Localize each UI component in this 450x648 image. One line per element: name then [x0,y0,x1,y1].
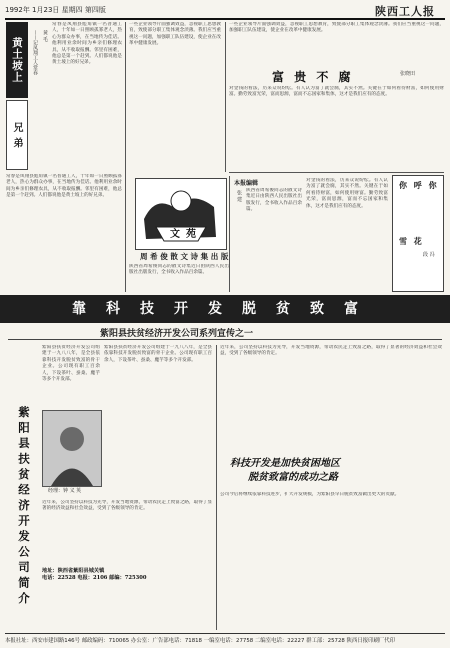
section-rule [229,172,444,173]
paper-name: 陕西工人报 [375,5,435,18]
poem-subtitle: 雪 花 [399,236,424,246]
mid-small-author: 张 建 [236,190,242,202]
column-divider [125,22,126,292]
feature-body-left: 紫阳县扶贫经济开发公司组建于一九八八年，是全县依靠科技开发脱贫致富的骨干企业。公司现有职工百余人，下设茶叶、蚕桑、魔芋等多个开发部。 [104,345,212,363]
book-release-body: 陕西省周希俊同志的散文诗集近日由陕西人民出版社出版发行，全书收入作品百余篇。 [129,264,229,276]
left-column-intro-head: ——记凤翔工人常春 [32,30,38,75]
book-release-headline: 周 希 俊 散 文 诗 集 出 版 [140,252,229,261]
feature-body-right: 公司今后将继续依靠科技进步，扩大开发规模，为紫阳县早日脱贫致富做出更大的贡献。 [220,492,400,497]
feature-body-mid: 近年来，公司坚持以科技为先导，开发当地资源，带动农民走上致富之路，取得了显著的经济效益和社会效益，受到了各级领导的肯定。 [220,345,442,357]
section-rule [8,339,442,340]
top-middle-body: 一些企业领导片面强调效益，忽视职工思想教育，致使部分职工集体观念淡薄。我们应当重视这一问题，加强职工队伍建设，使企业在改革中健康发展。 [129,22,221,47]
photo-caption: 经理：钟 义 英 [48,488,82,494]
feature-slogan [230,457,350,485]
left-column-body-top: 常春是凤翔县彪角镇一名普通工人，十年如一日照顾孤寡老人，热心为群众办事，在当地传为佳话。他利用业余时间为乡亲们修理农具，从不收取报酬。邻里有困难，他总是第一个赶到。人们都说他是黄土坡上的好兄弟。 [52,22,122,66]
top-right-headline: 富 贵 不 腐 [272,70,354,84]
portrait-drawing [43,411,101,486]
address-line-2: 电话：22528 电报：2106 邮编：725300 [42,575,147,581]
poem-title: 你 呼 你 [399,180,439,190]
left-column-head-2: 兄 弟 [6,100,28,170]
top-right-byline: 张晓田 [400,71,416,77]
mid-small-body: 陕西省周希俊同志的散文诗集近日由陕西人民出版社出版发行，全书收入作品百余篇。 [246,188,302,213]
left-column-byline: 黄 毛 [42,30,48,42]
svg-text:文: 文 [170,229,180,240]
column-divider [229,176,230,292]
mid-small-head: 本报编辑 [234,180,259,187]
left-column-head-1: 黄土坡上 [6,22,28,98]
top-right-intro: 一些企业领导片面强调效益，忽视职工思想教育，致使部分职工集体观念淡薄。我们应当重视这一问题，加强职工队伍建设，使企业在改革中健康发展。 [229,22,444,34]
slogan-line-1: 科技开发是加快贫困地区 [230,458,340,469]
mid-right-body: 对金钱的看法，历来众说纷纭。有人认为富了就会腐，其实不然。关键在于如何看待财富，如何使用财富。勤劳致富光荣，富而思源，富而不忘国家和集体，这才是我们应有的态度。 [306,178,388,209]
feature-body-intro: 紫阳县扶贫经济开发公司组建于一九八八年，是全县依靠科技开发脱贫致富的骨干企业。公司现有职工百余人，下设茶叶、蚕桑、魔芋等多个开发部。 [42,345,100,383]
poem-author: 段 冯 [423,252,435,258]
slogan-line-2: 脱贫致富的成功之路 [248,472,338,483]
cartoon-illustration [135,178,227,250]
svg-text:苑: 苑 [186,229,196,240]
column-divider [225,22,226,172]
issue-date: 1992年 1月23日 星期四 第四版 [5,6,106,14]
address-line-1: 地址：陕西省紫阳县城关镇 [42,568,105,574]
left-column-body: 常春是凤翔县彪角镇一名普通工人，十年如一日照顾孤寡老人，热心为群众办事，在当地传为佳话。他利用业余时间为乡亲们修理农具，从不收取报酬。邻里有困难，他总是第一个赶到。人们都说他是黄土坡上的好兄弟。 [6,174,122,199]
company-address [42,568,192,582]
top-right-body: 对金钱的看法，历来众说纷纭。有人认为富了就会腐，其实不然。关键在于如何看待财富，如何使用财富。勤劳致富光荣，富而思源，富而不忘国家和集体，这才是我们应有的态度。 [229,86,444,98]
masthead [5,4,445,20]
page-footer: 本报社址：西安市建国路146号 邮政编码：710065 办公室：广告部电话：71818 一编室电话：27758 二编室电话：22227 群工部：25728 陕西日报印刷厂代印 [5,633,445,644]
manager-photo [42,410,102,487]
cartoon-drawing [136,179,226,249]
feature-body-bottom: 近年来，公司坚持以科技为先导，开发当地资源，带动农民走上致富之路，取得了显著的经济效益和社会效益，受到了各级领导的肯定。 [42,500,212,512]
column-divider [216,345,217,630]
feature-banner: 靠科技开发脱贫致富 [0,295,450,323]
feature-vertical-title: 紫阳县扶贫经济开发公司简介 [17,406,31,608]
poem-box [392,175,444,292]
feature-subheadline: 紫阳县扶贫经济开发公司系列宣传之一 [100,329,254,339]
